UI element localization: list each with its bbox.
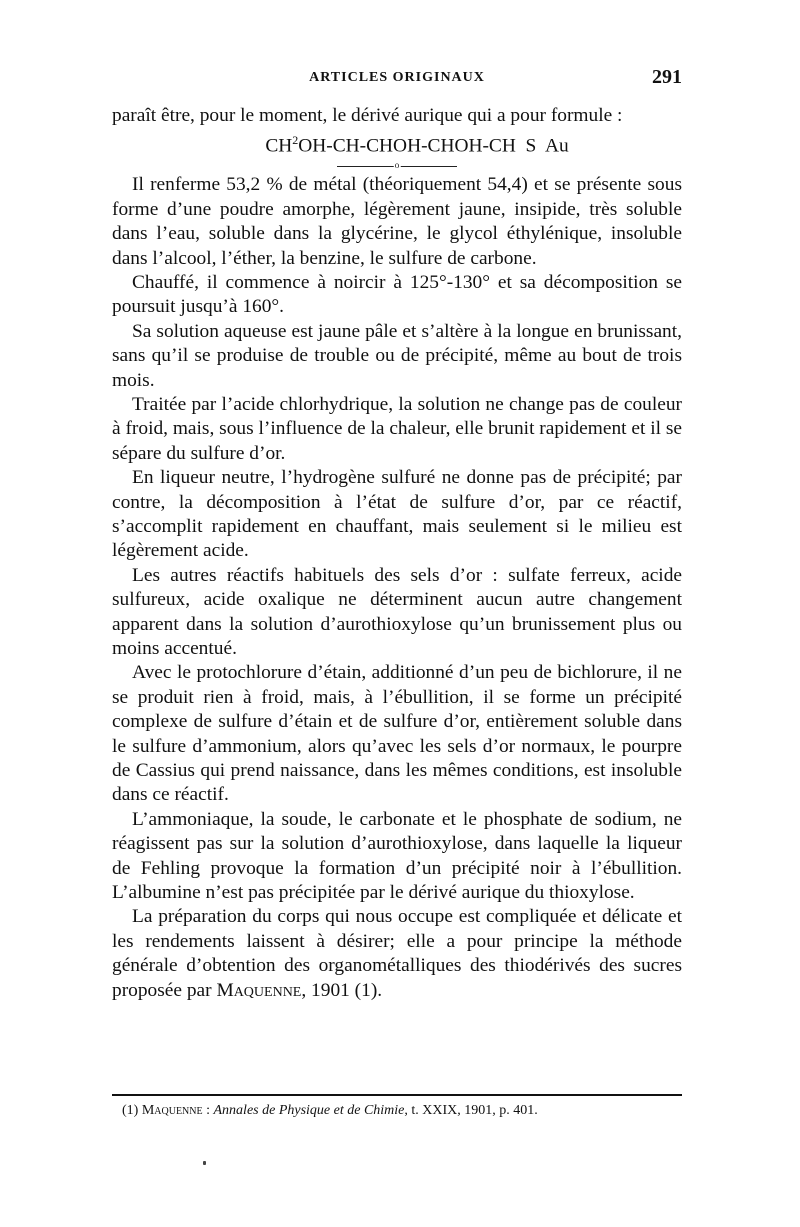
formula-separator: [337, 159, 457, 173]
last-paragraph-text: La préparation du corps qui nous occupe est compliquée et délicate et les rendements laissent à désirer; elle a pour principe la méthode générale d’obtention des organométalliques des thiodérivés des sucres proposée par: [112, 906, 682, 1001]
formula-part-1: CH: [265, 135, 293, 157]
paragraph: Les autres réactifs habituels des sels d’or : sulfate ferreux, acide sulfureux, acide oxalique ne déterminent aucun autre changement apparent dans la solution d’aurothioxylose qu’un brunissement plus ou moins accentué.: [112, 564, 682, 659]
formula-superscript: 2: [292, 133, 299, 148]
print-speck: [203, 1161, 206, 1165]
footnote-separator: :: [202, 1103, 214, 1118]
paragraph: Sa solution aqueuse est jaune pâle et s’altère à la longue en brunissant, sans qu’il se produise de trouble ou de précipité, même au bout de trois mois.: [112, 320, 682, 391]
paragraph: Chauffé, il commence à noircir à 125°-130° et sa décomposition se poursuit jusqu’à 160°.: [112, 271, 682, 318]
paragraph: En liqueur neutre, l’hydrogène sulfuré ne donne pas de précipité; par contre, la décomposition à l’état de sulfure d’or, par ce réactif, s’accomplit rapidement en chauffant, mais seulement si le milieu est légèrement acide.: [112, 467, 682, 562]
chemical-formula: [112, 128, 682, 159]
body-text: [112, 104, 682, 1003]
author-name: Maquenne: [216, 979, 302, 1001]
footnote: [122, 1102, 682, 1120]
paragraph: Il renferme 53,2 % de métal (théoriquement 54,4) et se présente sous forme d’une poudre amorphe, légèrement jaune, insipide, très soluble dans l’eau, soluble dans la glycérine, le glycol éthylénique, insoluble dans l’alcool, l’éther, la benzine, le sulfure de carbone.: [112, 174, 682, 269]
paragraph: L’ammoniaque, la soude, le carbonate et le phosphate de sodium, ne réagissent pas sur la solution d’aurothioxylose, dans laquelle la liqueur de Fehling provoque la formation d’un précipité noir à l’ébullition. L’albumine n’est pas précipitée par le dérivé aurique du thioxylose.: [112, 808, 682, 904]
paragraph: Traitée par l’acide chlorhydrique, la solution ne change pas de couleur à froid, mais, sous l’influence de la chaleur, elle brunit rapidement et il se sépare du sulfure d’or.: [112, 393, 682, 464]
intro-paragraph: paraît être, pour le moment, le dérivé aurique qui a pour formule :: [112, 105, 623, 126]
footnote-marker: (1): [122, 1103, 139, 1118]
paragraph: Avec le protochlorure d’étain, additionné d’un peu de bichlorure, il ne se produit rien à froid, mais, à l’ébullition, il se forme un précipité complexe de sulfure d’étain et de sulfure d’or, entièrement soluble dans le sulfure d’ammonium, alors qu’avec les sels d’or normaux, le pourpre de Cassius qui prend naissance, dans les mêmes conditions, est insoluble dans ce réactif.: [112, 662, 682, 806]
footnote-journal: Annales de Physique et de Chimie: [213, 1103, 405, 1118]
page-header: [112, 68, 682, 94]
separator-mark: o: [394, 160, 400, 171]
formula-part-2: OH-CH-CHOH-CHOH-CH S Au: [298, 135, 569, 157]
last-paragraph: [112, 905, 682, 1003]
footnote-author: Maquenne: [141, 1103, 203, 1118]
page-number: 291: [652, 66, 682, 88]
footnote-divider: [112, 1094, 682, 1096]
footnote-reference: , t. XXIX, 1901, p. 401.: [404, 1103, 538, 1118]
running-title: ARTICLES ORIGINAUX: [309, 70, 485, 85]
last-paragraph-end: , 1901 (1).: [301, 979, 383, 1001]
